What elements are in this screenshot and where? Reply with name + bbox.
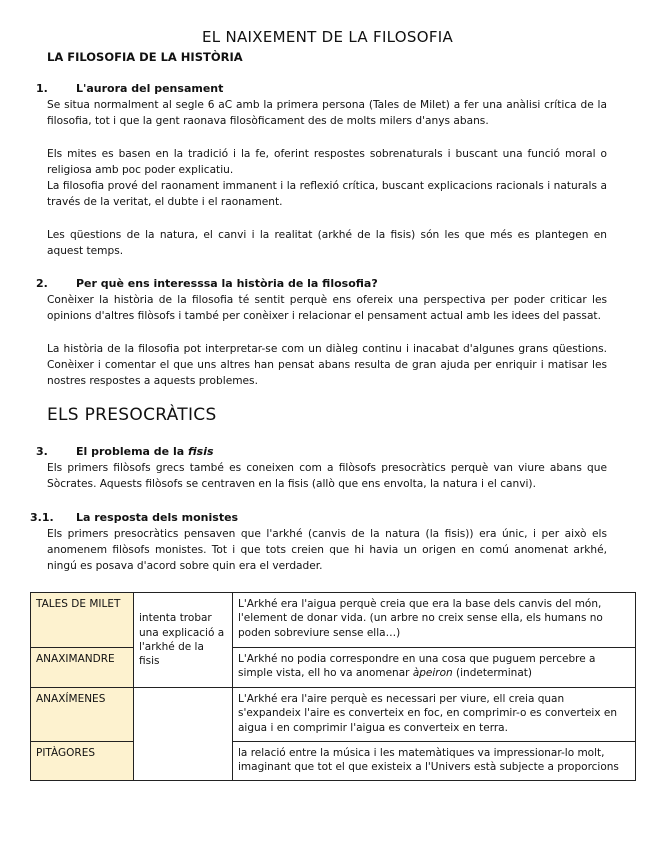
- empty-cell: [134, 742, 233, 781]
- philosopher-description: L'Arkhé era l'aigua perquè creia que era la base dels canvis del món, l'element de donar vida. (un arbre no creix sense ella, els humans no poden sobreviure sense ella…): [233, 593, 636, 648]
- section-1-heading: L'aurora del pensament: [76, 82, 224, 95]
- section-2-heading: Per què ens interesssa la història de la filosofia?: [76, 277, 378, 290]
- description-text-end: (indeterminat): [452, 667, 532, 680]
- section-3-heading-italic: fisis: [187, 445, 214, 458]
- page-subtitle: LA FILOSOFIA DE LA HISTÒRIA: [47, 50, 243, 64]
- section-1-paragraph-3: La filosofia prové del raonament immanent i la reflexió crítica, buscant explicacions racionals i naturals a través de la veritat, el dubte i el raonament.: [47, 180, 607, 209]
- empty-cell: [134, 688, 233, 742]
- section-3-paragraph: Els primers filòsofs grecs també es coneixen com a filòsofs presocràtics perquè van viure abans que Sòcrates. Aquests filòsofs se centraven en la fisis (allò que ens envolta, la natura i el canvi).: [47, 462, 607, 491]
- page-title: EL NAIXEMENT DE LA FILOSOFIA: [201, 28, 454, 46]
- philosopher-name: ANAXÍMENES: [31, 688, 134, 742]
- section-3-1-heading: La resposta dels monistes: [76, 511, 239, 524]
- section-1-paragraph-4: Les qüestions de la natura, el canvi i la realitat (arkhé de la fisis) són les que més es plantegen en aquest temps.: [47, 229, 607, 258]
- philosopher-name: ANAXIMANDRE: [31, 648, 134, 688]
- monists-table: [30, 592, 636, 781]
- section-3-heading-text: El problema de la: [76, 445, 188, 458]
- table-row: [31, 648, 636, 688]
- section-1-paragraph-1: Se situa normalment al segle 6 aC amb la primera persona (Tales de Milet) a fer una anàlisi crítica de la filosofia, tot i que la gent raonava filosòficament des de molts milers d'anys abans.: [47, 99, 607, 128]
- section-2-paragraph-2: La història de la filosofia pot interpretar-se com un diàleg continu i inacabat d'algunes grans qüestions. Conèixer i comentar el que uns altres han pensat abans resulta de gran ajuda per enriquir i matisar les nostres respostes a aquests problemes.: [47, 343, 607, 388]
- description-italic: àpeiron: [412, 667, 453, 680]
- section-3-1-paragraph: Els primers presocràtics pensaven que l'arkhé (canvis de la natura (la fisis)) era únic, i per això els anomenem filòsofs monistes. Tot i que tots creien que hi havia un origen en comú anomenat arkhé, ningú es posava d'acord sobre quin era el verdader.: [47, 528, 607, 573]
- section-2-paragraph-1: Conèixer la història de la filosofia té sentit perquè ens ofereix una perspectiva per poder criticar les opinions d'altres filòsofs i també per conèixer i relacionar el pensament actual amb les idees del passat.: [47, 294, 607, 323]
- philosopher-description: L'Arkhé era l'aire perquè es necessari per viure, ell creia quan s'expandeix l'aire es converteix en foc, en comprimir-o es converteix en aigua i en comprimir l'aigua es converteix en terra.: [233, 688, 636, 742]
- table-row: [31, 688, 636, 742]
- arkhe-explanation-cell: intenta trobar una explicació a l'arkhé de la fisis: [134, 593, 233, 688]
- presocratics-heading: ELS PRESOCRÀTICS: [47, 405, 217, 425]
- section-1-paragraph-2: Els mites es basen en la tradició i la fe, oferint respostes sobrenaturals i buscant una funció moral o religiosa amb poc poder explicatiu.: [47, 148, 607, 177]
- section-2-number: 2.: [36, 277, 48, 290]
- philosopher-name: PITÀGORES: [31, 742, 134, 781]
- philosopher-description: la relació entre la música i les matemàtiques va impressionar-lo molt, imaginant que tot el que existeix a l'Univers està subjecte a proporcions: [233, 742, 636, 781]
- section-3-heading: [76, 445, 214, 458]
- philosopher-name: TALES DE MILET: [31, 593, 134, 648]
- philosopher-description: [233, 648, 636, 688]
- section-3-1-number: 3.1.: [30, 511, 54, 524]
- section-1-number: 1.: [36, 82, 48, 95]
- description-text: L'Arkhé no podia correspondre en una cosa que puguem percebre a simple vista, ell ho va anomenar: [238, 653, 596, 680]
- table-row: [31, 593, 636, 648]
- section-3-number: 3.: [36, 445, 48, 458]
- table-row: [31, 742, 636, 781]
